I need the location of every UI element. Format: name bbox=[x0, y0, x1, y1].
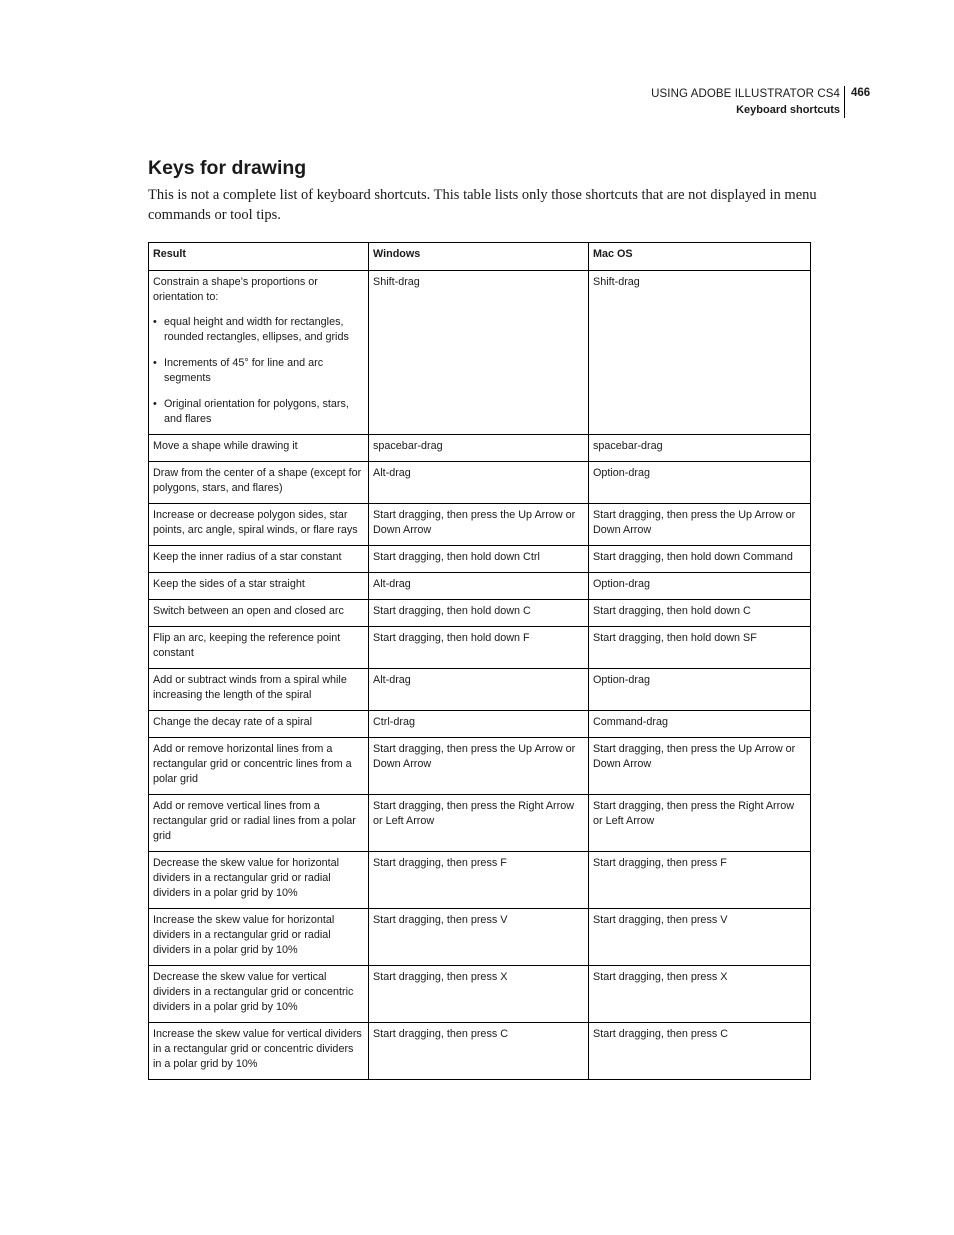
mac-cell: Start dragging, then press F bbox=[589, 852, 811, 909]
mac-cell: Start dragging, then press the Right Arrow or Left Arrow bbox=[589, 795, 811, 852]
windows-cell: Shift-drag bbox=[369, 271, 589, 435]
table-row bbox=[149, 462, 811, 504]
table-row bbox=[149, 627, 811, 669]
mac-cell: Option-drag bbox=[589, 573, 811, 600]
result-cell: Decrease the skew value for horizontal dividers in a rectangular grid or radial dividers in a polar grid by 10% bbox=[149, 852, 369, 909]
table-row bbox=[149, 909, 811, 966]
table-row bbox=[149, 1023, 811, 1080]
table-row bbox=[149, 504, 811, 546]
column-header-mac: Mac OS bbox=[589, 243, 811, 271]
windows-cell: Start dragging, then hold down F bbox=[369, 627, 589, 669]
mac-cell: Start dragging, then press the Up Arrow or Down Arrow bbox=[589, 738, 811, 795]
section-title: Keyboard shortcuts bbox=[736, 104, 840, 116]
result-text: Constrain a shape’s proportions or orientation to: bbox=[153, 276, 318, 303]
result-cell: Add or remove horizontal lines from a rectangular grid or concentric lines from a polar grid bbox=[149, 738, 369, 795]
windows-cell: Start dragging, then press the Up Arrow or Down Arrow bbox=[369, 504, 589, 546]
result-cell: Increase the skew value for vertical dividers in a rectangular grid or concentric dividers in a polar grid by 10% bbox=[149, 1023, 369, 1080]
windows-cell: Start dragging, then press F bbox=[369, 852, 589, 909]
table-row bbox=[149, 435, 811, 462]
result-cell: Move a shape while drawing it bbox=[149, 435, 369, 462]
bullet-item: • equal height and width for rectangles, rounded rectangles, ellipses, and grids bbox=[153, 315, 364, 345]
result-cell: Change the decay rate of a spiral bbox=[149, 711, 369, 738]
windows-cell: Start dragging, then hold down C bbox=[369, 600, 589, 627]
bullet-item: • Increments of 45° for line and arc segments bbox=[153, 356, 364, 386]
result-cell: Switch between an open and closed arc bbox=[149, 600, 369, 627]
mac-cell: Start dragging, then press V bbox=[589, 909, 811, 966]
windows-cell: Ctrl-drag bbox=[369, 711, 589, 738]
windows-cell: Alt-drag bbox=[369, 669, 589, 711]
result-cell: Decrease the skew value for vertical dividers in a rectangular grid or concentric dividers in a polar grid by 10% bbox=[149, 966, 369, 1023]
result-cell: Keep the inner radius of a star constant bbox=[149, 546, 369, 573]
mac-cell: Start dragging, then press C bbox=[589, 1023, 811, 1080]
intro-paragraph: This is not a complete list of keyboard shortcuts. This table lists only those shortcuts that are not displayed in menu commands or tool tips. bbox=[148, 187, 817, 223]
running-head bbox=[651, 86, 840, 118]
table-row bbox=[149, 546, 811, 573]
bullet-list bbox=[153, 315, 364, 427]
result-cell: Add or subtract winds from a spiral while increasing the length of the spiral bbox=[149, 669, 369, 711]
result-cell: Keep the sides of a star straight bbox=[149, 573, 369, 600]
result-cell: Increase or decrease polygon sides, star points, arc angle, spiral winds, or flare rays bbox=[149, 504, 369, 546]
table-row bbox=[149, 711, 811, 738]
table-row bbox=[149, 573, 811, 600]
table-row bbox=[149, 966, 811, 1023]
mac-cell: Shift-drag bbox=[589, 271, 811, 435]
mac-cell: Start dragging, then hold down C bbox=[589, 600, 811, 627]
column-header-result: Result bbox=[149, 243, 369, 271]
table-row bbox=[149, 852, 811, 909]
bullet-item: • Original orientation for polygons, stars, and flares bbox=[153, 397, 364, 427]
windows-cell: Start dragging, then press the Up Arrow or Down Arrow bbox=[369, 738, 589, 795]
table-row bbox=[149, 600, 811, 627]
mac-cell: spacebar-drag bbox=[589, 435, 811, 462]
result-cell: Draw from the center of a shape (except for polygons, stars, and flares) bbox=[149, 462, 369, 504]
table-row bbox=[149, 795, 811, 852]
windows-cell: Start dragging, then press X bbox=[369, 966, 589, 1023]
windows-cell: spacebar-drag bbox=[369, 435, 589, 462]
windows-cell: Start dragging, then press V bbox=[369, 909, 589, 966]
table-header-row bbox=[149, 243, 811, 271]
result-cell: Add or remove vertical lines from a rectangular grid or radial lines from a polar grid bbox=[149, 795, 369, 852]
mac-cell: Start dragging, then hold down SF bbox=[589, 627, 811, 669]
page-number: 466 bbox=[851, 87, 871, 99]
mac-cell: Command-drag bbox=[589, 711, 811, 738]
mac-cell: Start dragging, then hold down Command bbox=[589, 546, 811, 573]
table-row bbox=[149, 669, 811, 711]
result-cell bbox=[149, 271, 369, 435]
windows-cell: Alt-drag bbox=[369, 573, 589, 600]
shortcuts-table bbox=[148, 242, 811, 1080]
mac-cell: Option-drag bbox=[589, 669, 811, 711]
mac-cell: Start dragging, then press the Up Arrow or Down Arrow bbox=[589, 504, 811, 546]
mac-cell: Option-drag bbox=[589, 462, 811, 504]
mac-cell: Start dragging, then press X bbox=[589, 966, 811, 1023]
page-heading: Keys for drawing bbox=[148, 157, 307, 179]
windows-cell: Alt-drag bbox=[369, 462, 589, 504]
header-divider bbox=[844, 86, 845, 118]
result-cell: Increase the skew value for horizontal dividers in a rectangular grid or radial dividers in a polar grid by 10% bbox=[149, 909, 369, 966]
windows-cell: Start dragging, then press C bbox=[369, 1023, 589, 1080]
document-title: USING ADOBE ILLUSTRATOR CS4 bbox=[651, 88, 840, 100]
table-row bbox=[149, 738, 811, 795]
table-row bbox=[149, 271, 811, 435]
windows-cell: Start dragging, then press the Right Arrow or Left Arrow bbox=[369, 795, 589, 852]
column-header-windows: Windows bbox=[369, 243, 589, 271]
windows-cell: Start dragging, then hold down Ctrl bbox=[369, 546, 589, 573]
result-cell: Flip an arc, keeping the reference point constant bbox=[149, 627, 369, 669]
